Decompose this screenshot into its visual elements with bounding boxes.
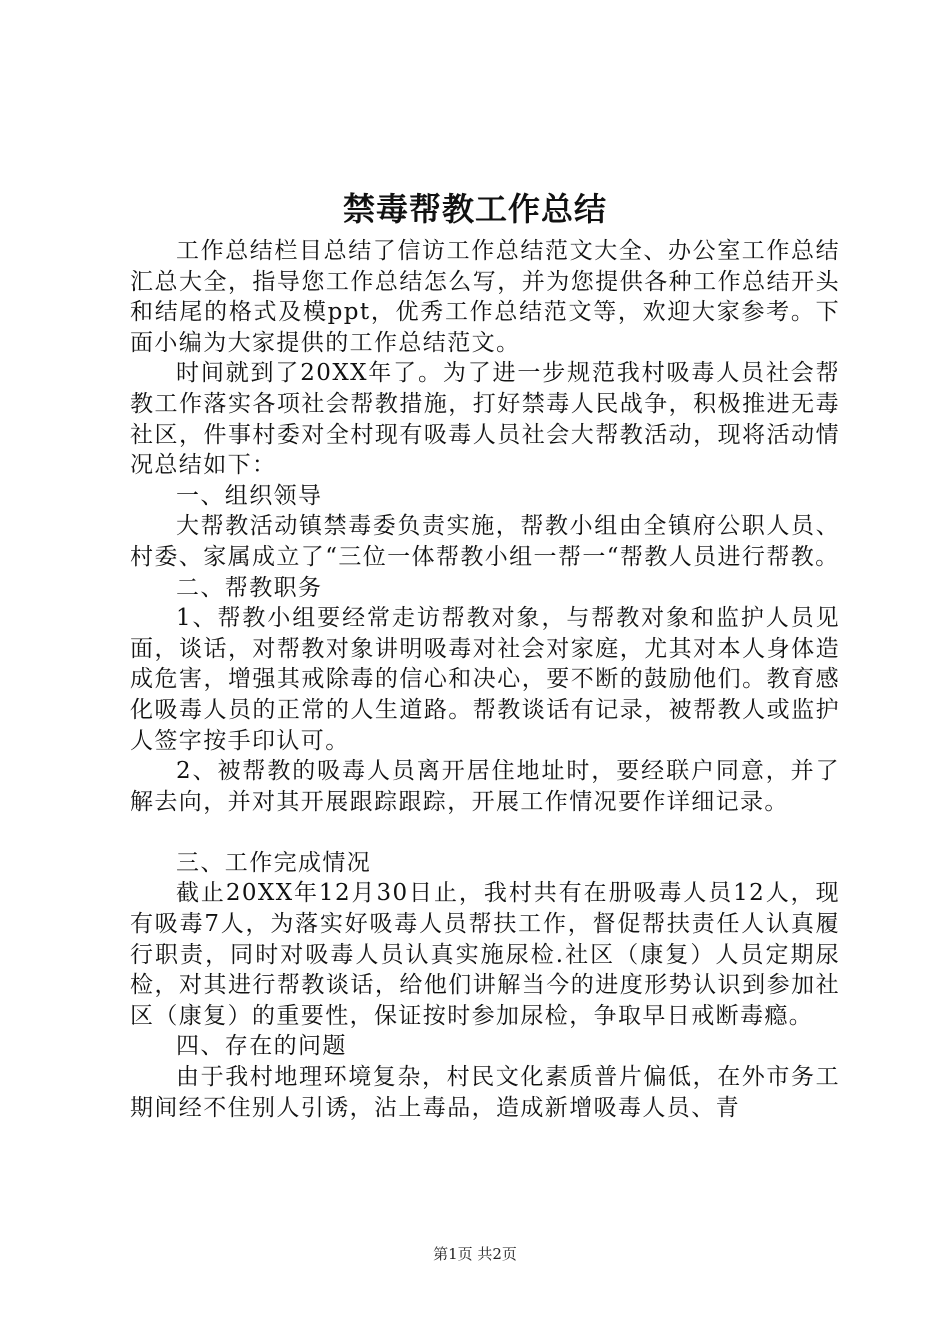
intro-paragraph: 工作总结栏目总结了信访工作总结范文大全、办公室工作总结汇总大全，指导您工作总结怎么写，并为您提供各种工作总结开头和结尾的格式及模ppt，优秀工作总结范文等，欢迎大家参考。下面小编为大家提供的工作总结范文。	[130, 238, 840, 356]
duty-item-2: 2、被帮教的吸毒人员离开居住地址时，要经联户同意，并了解去向，并对其开展跟踪跟踪，开展工作情况要作详细记录。	[130, 758, 840, 815]
document-title: 禁毒帮教工作总结	[342, 190, 607, 228]
document-body	[130, 236, 840, 1123]
section-heading-organization: 一、组织领导	[176, 482, 323, 509]
opening-paragraph: 时间就到了20XX年了。为了进一步规范我村吸毒人员社会帮教工作落实各项社会帮教措施，打好禁毒人民战争，积极推进无毒社区，件事村委对全村现有吸毒人员社会大帮教活动，现将活动情况总结如下：	[130, 360, 840, 479]
completion-paragraph: 截止20XX年12月30日止，我村共有在册吸毒人员12人，现有吸毒7人，为落实好吸毒人员帮扶工作，督促帮扶责任人认真履行职责，同时对吸毒人员认真实施尿检.社区（康复）人员定期尿检，对其进行帮教谈话，给他们讲解当今的进度形势认识到参加社区（康复）的重要性，保证按时参加尿检，争取早日戒断毒瘾。	[130, 880, 840, 1029]
problems-paragraph: 由于我村地理环境复杂，村民文化素质普片偏低，在外市务工期间经不住别人引诱，沾上毒品，造成新增吸毒人员、青	[130, 1064, 840, 1121]
duty-item-1: 1、帮教小组要经常走访帮教对象，与帮教对象和监护人员见面，谈话，对帮教对象讲明吸毒对社会对家庭，尤其对本人身体造成危害，增强其戒除毒的信心和决心，要不断的鼓励他们。教育感化吸毒人员的正常的人生道路。帮教谈话有记录，被帮教人或监护人签字按手印认可。	[130, 605, 840, 754]
page-indicator: 第1页 共2页	[433, 1245, 517, 1263]
organization-paragraph: 大帮教活动镇禁毒委负责实施，帮教小组由全镇府公职人员、村委、家属成立了“三位一体帮教小组一帮一“帮教人员进行帮教。	[130, 513, 840, 570]
section-heading-duties: 二、帮教职务	[176, 574, 323, 601]
section-heading-problems: 四、存在的问题	[176, 1033, 347, 1060]
section-heading-completion: 三、工作完成情况	[176, 849, 372, 876]
paragraph-gap	[130, 817, 840, 848]
